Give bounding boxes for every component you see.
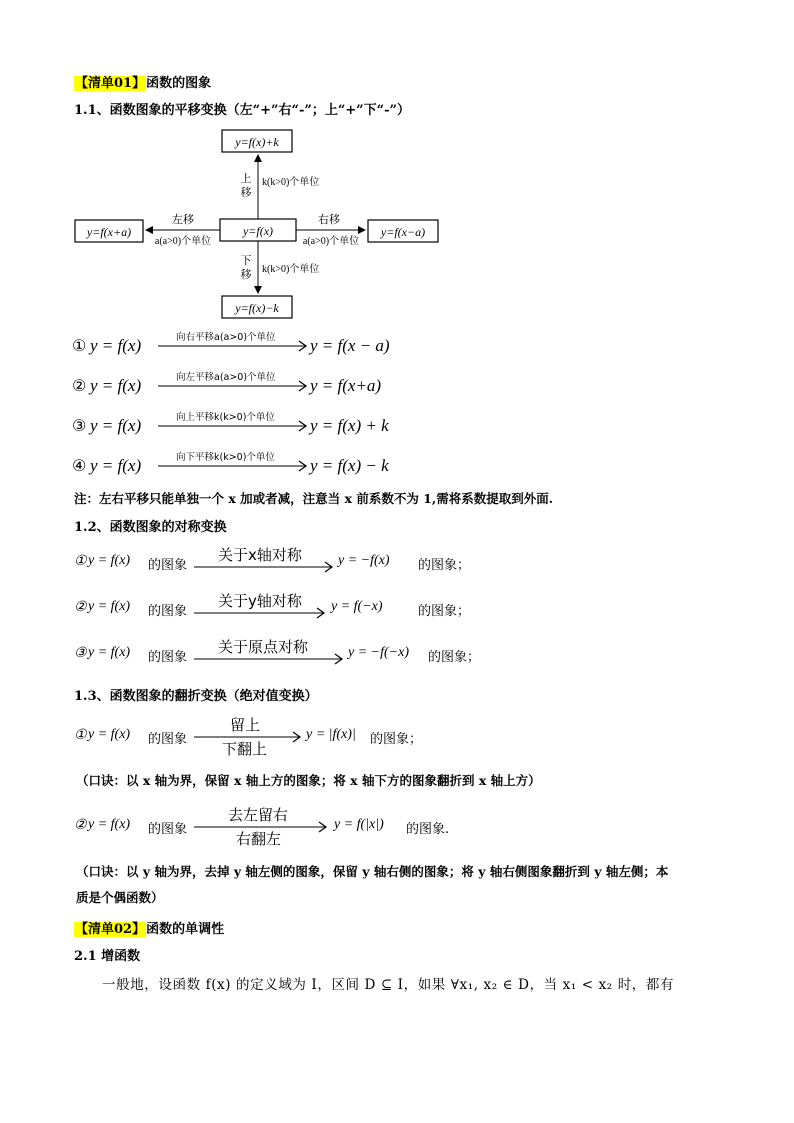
up-cond: k(k>0)个单位: [262, 177, 320, 188]
fold-mid: 的图象: [148, 822, 188, 837]
symmetry-end: 的图象；: [418, 604, 471, 619]
symmetry-label: 关于y轴对称: [218, 592, 302, 610]
translation-label: 向右平移a(a>0)个单位: [176, 332, 276, 343]
list02-title: 函数的单调性: [146, 922, 225, 937]
up-move-2: 移: [240, 187, 252, 199]
fold-mid: 的图象: [148, 732, 188, 747]
translation-arrow: [158, 340, 308, 352]
symmetry-label: 关于x轴对称: [218, 546, 302, 564]
translation-label: 向上平移k(k>0)个单位: [176, 412, 275, 423]
fold-above: 留上: [230, 716, 261, 734]
translation-from: y = f(x): [90, 376, 142, 395]
list02-header: [74, 918, 224, 937]
fold-below: 下翻上: [222, 740, 268, 758]
list01-title: 函数的图象: [146, 76, 212, 91]
translation-num: ②: [72, 376, 87, 395]
down-move-1: 下: [240, 255, 252, 267]
fold-to: y = f(|x|): [334, 817, 384, 832]
symmetry-arrow: [194, 605, 326, 619]
symmetry-end: 的图象；: [418, 558, 471, 573]
fold-to: y = |f(x)|: [306, 727, 356, 742]
left-cond: a(a>0)个单位: [154, 236, 212, 247]
translation-to: y = f(x − a): [310, 336, 390, 355]
section-1-1-heading: 1.1、函数图象的平移变换（左“+”右“-”；上“+”下“-”）: [74, 103, 411, 118]
symmetry-label: 关于原点对称: [218, 638, 309, 656]
translation-note: 注：左右平移只能单独一个 x 加或者减，注意当 x 前系数不为 1,需将系数提取到外面.: [74, 491, 554, 506]
translation-arrow: [158, 380, 308, 392]
translation-arrow: [158, 420, 308, 432]
increasing-def: 一般地，设函数 f(x) 的定义域为 I，区间 D ⊆ I，如果 ∀x₁, x₂ ∈ D，当 x₁ < x₂ 时，都有: [102, 977, 675, 993]
translation-num: ④: [72, 456, 87, 475]
fold-num: ①: [74, 728, 87, 743]
translation-num: ③: [72, 416, 87, 435]
symmetry-to: y = f(−x): [331, 599, 383, 614]
symmetry-num: ①: [74, 554, 87, 569]
left-move: 左移: [172, 214, 194, 226]
symmetry-end: 的图象；: [428, 650, 481, 665]
symmetry-arrow: [194, 651, 344, 665]
fold-from: y = f(x): [88, 817, 131, 832]
section-1-3-heading: 1.3、函数图象的翻折变换（绝对值变换）: [74, 689, 318, 704]
translation-to: y = f(x+a): [310, 376, 382, 395]
list02-tag: 【清单02】: [75, 922, 146, 937]
symmetry-mid: 的图象: [148, 650, 188, 665]
list01-header: [74, 72, 211, 91]
symmetry-mid: 的图象: [148, 558, 188, 573]
translation-num: ①: [72, 336, 87, 355]
down-cond: k(k>0)个单位: [262, 264, 320, 275]
symmetry-arrow: [194, 559, 334, 573]
label-bottom: y=f(x)−k: [235, 301, 279, 315]
fold-tip-cont: 质是个偶函数）: [76, 890, 164, 905]
label-top: y=f(x)+k: [235, 135, 279, 149]
fold-num: ②: [74, 818, 87, 833]
symmetry-num: ③: [74, 646, 87, 661]
label-center: y=f(x): [242, 224, 274, 238]
fold-above: 去左留右: [228, 806, 289, 824]
list01-tag: 【清单01】: [75, 76, 146, 91]
translation-from: y = f(x): [90, 336, 142, 355]
symmetry-from: y = f(x): [88, 553, 131, 568]
label-right: y=f(x−a): [380, 225, 426, 239]
translation-to: y = f(x) + k: [310, 416, 389, 435]
fold-end: 的图象；: [370, 732, 423, 747]
fold-tip: （口诀：以 y 轴为界，去掉 y 轴左侧的图象，保留 y 轴右侧的图象；将 y 轴右侧图象翻折到 y 轴左侧；本: [76, 864, 669, 879]
translation-arrow: [158, 460, 308, 472]
up-move-1: 上: [240, 173, 252, 185]
label-left: y=f(x+a): [86, 225, 132, 239]
section-2-1-heading: 2.1 增函数: [74, 949, 141, 964]
symmetry-from: y = f(x): [88, 599, 131, 614]
fold-from: y = f(x): [88, 727, 131, 742]
translation-from: y = f(x): [90, 456, 142, 475]
translation-from: y = f(x): [90, 416, 142, 435]
translation-label: 向左平移a(a>0)个单位: [176, 372, 276, 383]
translation-diagram: [70, 125, 450, 321]
symmetry-num: ②: [74, 600, 87, 615]
symmetry-to: y = −f(x): [338, 553, 390, 568]
fold-end: 的图象.: [406, 822, 450, 837]
symmetry-to: y = −f(−x): [348, 645, 409, 660]
fold-below: 右翻左: [236, 830, 282, 848]
symmetry-from: y = f(x): [88, 645, 131, 660]
translation-label: 向下平移k(k>0)个单位: [176, 452, 275, 463]
section-1-2-heading: 1.2、函数图象的对称变换: [74, 520, 227, 535]
down-move-2: 移: [240, 269, 252, 281]
symmetry-mid: 的图象: [148, 604, 188, 619]
translation-to: y = f(x) − k: [310, 456, 389, 475]
fold-tip: （口诀：以 x 轴为界，保留 x 轴上方的图象；将 x 轴下方的图象翻折到 x 轴上方）: [76, 773, 541, 788]
right-cond: a(a>0)个单位: [302, 236, 360, 247]
right-move: 右移: [318, 214, 340, 226]
